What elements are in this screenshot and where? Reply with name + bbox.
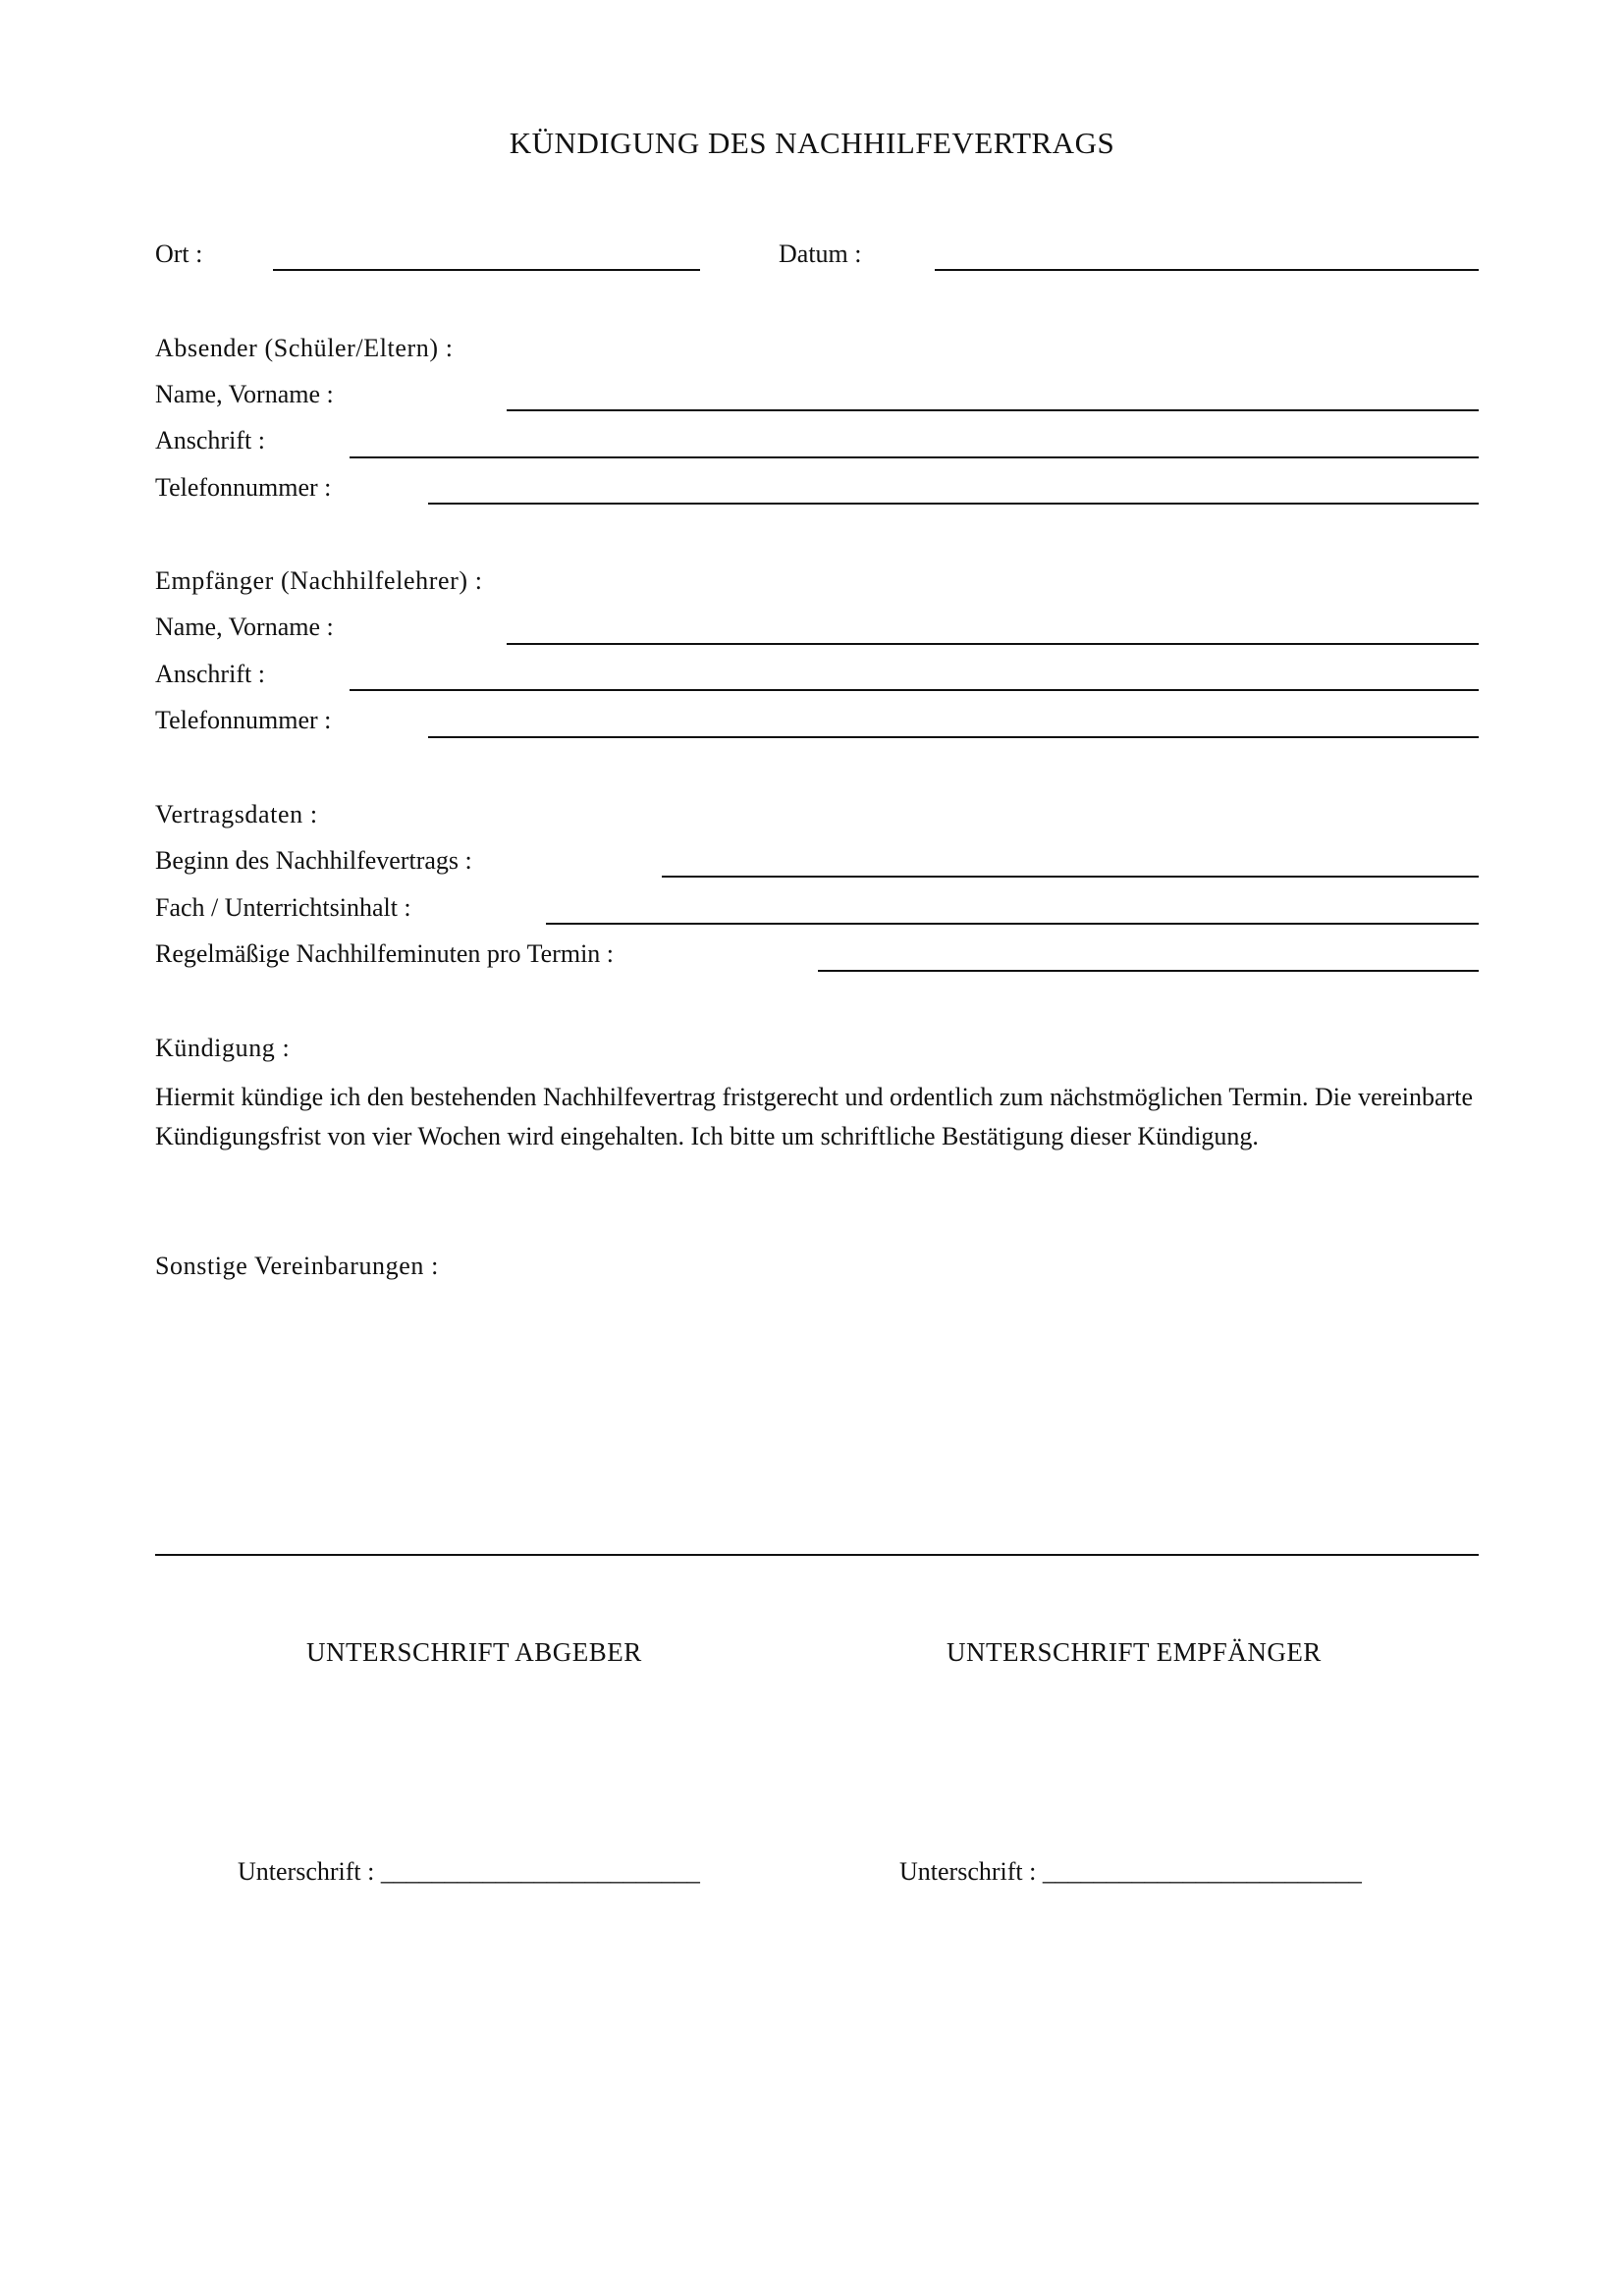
absender-name-label: Name, Vorname : (155, 380, 334, 408)
sonstige-heading: Sonstige Vereinbarungen : (155, 1252, 439, 1280)
signature-line-empfaenger[interactable]: Unterschrift : _________________________ (899, 1857, 1362, 1886)
empfaenger-name-field-line[interactable] (507, 643, 1479, 645)
ort-label: Ort : (155, 240, 203, 268)
empfaenger-name-label: Name, Vorname : (155, 613, 334, 641)
absender-anschrift-field-line[interactable] (350, 456, 1479, 458)
empfaenger-anschrift-label: Anschrift : (155, 660, 265, 688)
vertrag-heading: Vertragsdaten : (155, 800, 318, 828)
signature-heading-empfaenger: UNTERSCHRIFT EMPFÄNGER (947, 1637, 1322, 1667)
absender-telefon-field-line[interactable] (428, 503, 1479, 505)
vertrag-beginn-field-line[interactable] (662, 876, 1479, 878)
sonstige-field-line[interactable] (155, 1554, 1479, 1556)
empfaenger-heading: Empfänger (Nachhilfelehrer) : (155, 566, 483, 595)
absender-name-field-line[interactable] (507, 409, 1479, 411)
vertrag-fach-label: Fach / Unterrichtsinhalt : (155, 893, 411, 922)
absender-anschrift-label: Anschrift : (155, 426, 265, 454)
vertrag-fach-field-line[interactable] (546, 923, 1479, 925)
kuendigung-heading: Kündigung : (155, 1034, 291, 1062)
datum-label: Datum : (779, 240, 862, 268)
signature-heading-abgeber: UNTERSCHRIFT ABGEBER (306, 1637, 642, 1667)
absender-telefon-label: Telefonnummer : (155, 473, 332, 502)
datum-field-line[interactable] (935, 269, 1479, 271)
empfaenger-telefon-label: Telefonnummer : (155, 706, 332, 734)
empfaenger-telefon-field-line[interactable] (428, 736, 1479, 738)
kuendigung-text: Hiermit kündige ich den bestehenden Nachhilfevertrag fristgerecht und ordentlich zum nächstmöglichen Termin. Die vereinbarte Kündigungsfrist von vier Wochen wird eingehalten. Ich bitte um schriftliche Bestätigung dieser Kündigung. (155, 1083, 1473, 1150)
vertrag-minuten-field-line[interactable] (818, 970, 1479, 972)
vertrag-minuten-label: Regelmäßige Nachhilfeminuten pro Termin : (155, 939, 615, 968)
document-title: KÜNDIGUNG DES NACHHILFEVERTRAGS (509, 126, 1115, 160)
signature-line-abgeber[interactable]: Unterschrift : _________________________ (238, 1857, 700, 1886)
absender-heading: Absender (Schüler/Eltern) : (155, 334, 454, 362)
empfaenger-anschrift-field-line[interactable] (350, 689, 1479, 691)
vertrag-beginn-label: Beginn des Nachhilfevertrags : (155, 846, 472, 875)
ort-field-line[interactable] (273, 269, 700, 271)
